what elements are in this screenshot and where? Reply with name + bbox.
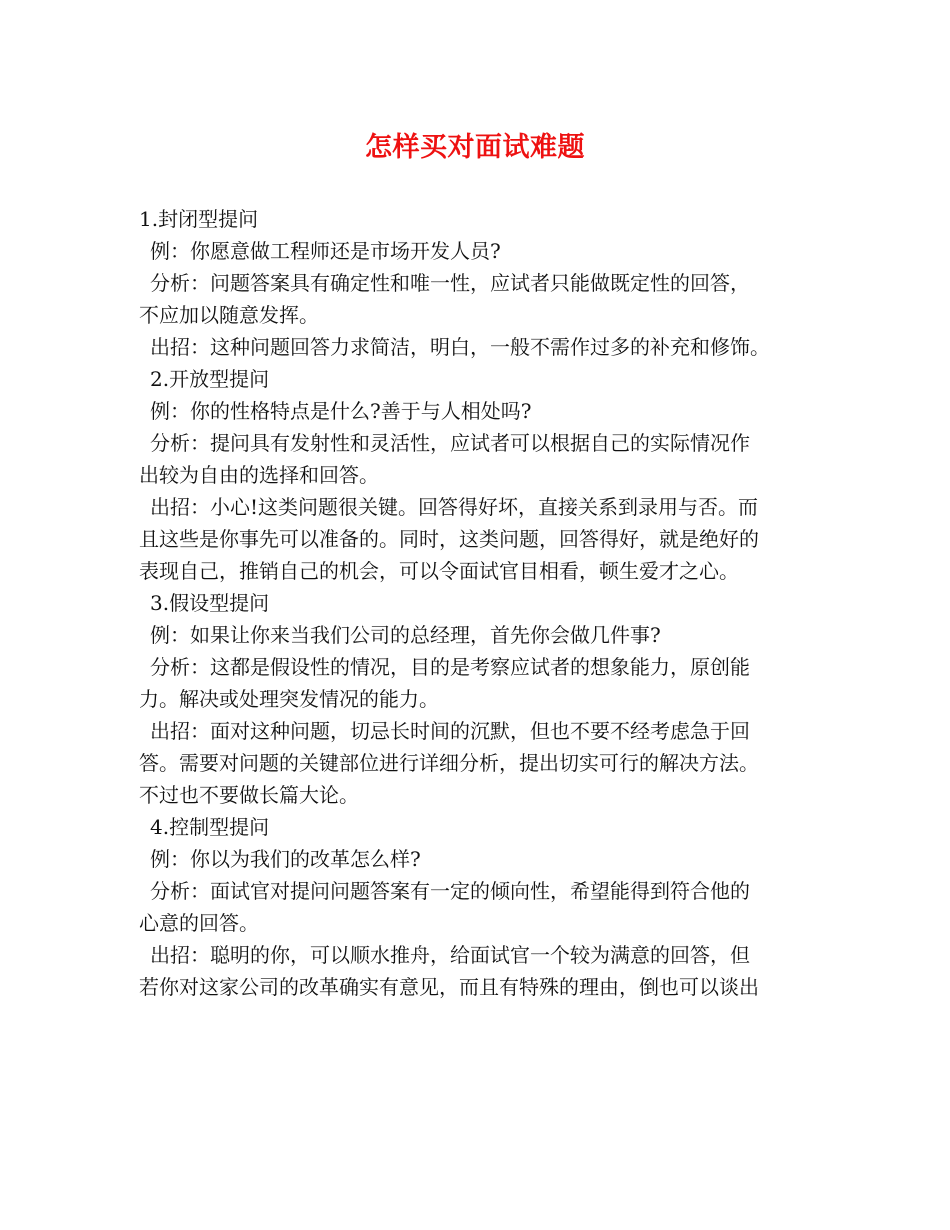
- example-line: 例：如果让你来当我们公司的总经理，首先你会做几件事?: [150, 623, 661, 647]
- document-body: [139, 203, 815, 1003]
- analysis-line-cont: 不应加以随意发挥。: [139, 303, 319, 327]
- analysis-line-cont: 出较为自由的选择和回答。: [139, 463, 379, 487]
- advice-line: 出招：这种问题回答力求简洁，明白，一般不需作过多的补充和修饰。: [150, 335, 770, 359]
- analysis-line-cont: 心意的回答。: [139, 911, 259, 935]
- analysis-line: 分析：这都是假设性的情况，目的是考察应试者的想象能力，原创能: [150, 655, 750, 679]
- example-line: 例：你的性格特点是什么?善于与人相处吗?: [150, 399, 532, 423]
- section-heading-closed-question: 1.封闭型提问: [139, 207, 259, 231]
- advice-line: 出招：聪明的你，可以顺水推舟，给面试官一个较为满意的回答，但: [150, 943, 750, 967]
- section-heading-hypothetical-question: 3.假设型提问: [150, 591, 270, 615]
- analysis-line: 分析：面试官对提问问题答案有一定的倾向性，希望能得到符合他的: [150, 879, 750, 903]
- analysis-line: 分析：提问具有发射性和灵活性，应试者可以根据自己的实际情况作: [150, 431, 750, 455]
- advice-line-cont: 且这些是你事先可以准备的。同时，这类问题，回答得好，就是绝好的: [139, 527, 759, 551]
- advice-line-cont: 不过也不要做长篇大论。: [139, 783, 359, 807]
- advice-line-cont: 若你对这家公司的改革确实有意见，而且有特殊的理由，倒也可以谈出: [139, 975, 759, 999]
- advice-line-cont: 答。需要对问题的关键部位进行详细分析，提出切实可行的解决方法。: [139, 751, 759, 775]
- advice-line: 出招：小心!这类问题很关键。回答得好坏，直接关系到录用与否。而: [150, 495, 759, 519]
- document-title: 怎样买对面试难题: [365, 132, 585, 163]
- analysis-line: 分析：问题答案具有确定性和唯一性，应试者只能做既定性的回答，: [150, 271, 750, 295]
- advice-line-cont: 表现自己，推销自己的机会，可以令面试官目相看，顿生爱才之心。: [139, 559, 739, 583]
- example-line: 例：你愿意做工程师还是市场开发人员?: [150, 239, 501, 263]
- section-heading-controlled-question: 4.控制型提问: [150, 815, 270, 839]
- analysis-line-cont: 力。解决或处理突发情况的能力。: [139, 687, 439, 711]
- advice-line: 出招：面对这种问题，切忌长时间的沉默，但也不要不经考虑急于回: [150, 719, 750, 743]
- example-line: 例：你以为我们的改革怎么样?: [150, 847, 421, 871]
- section-heading-open-question: 2.开放型提问: [150, 367, 270, 391]
